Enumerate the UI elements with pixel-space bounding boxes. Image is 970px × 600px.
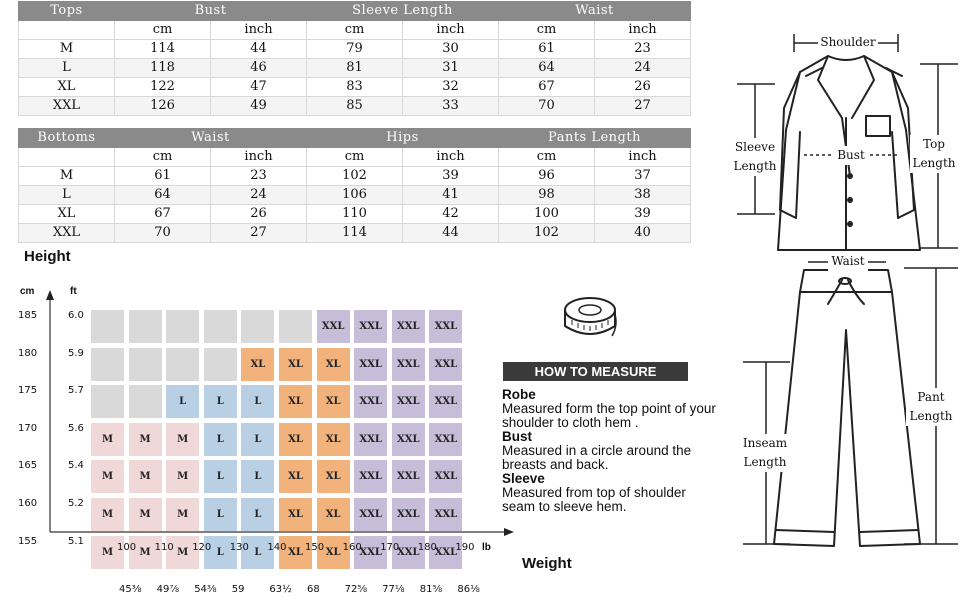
waist-label: Waist — [828, 252, 868, 271]
size-cell: M — [19, 167, 115, 186]
size-cell — [91, 348, 124, 381]
robe-desc: Measured form the top point of your shoulder to cloth hem . — [502, 401, 716, 430]
size-cell: L — [241, 498, 274, 531]
value-cell: 27 — [595, 97, 691, 116]
value-cell: 49 — [211, 97, 307, 116]
size-cell: M — [129, 460, 162, 493]
size-cell: XL — [317, 498, 350, 531]
height-ft-tick: 5.9 — [68, 347, 84, 359]
how-to-measure-text — [502, 388, 722, 514]
unit-cell: cm — [499, 21, 595, 40]
size-cell: XXL — [19, 224, 115, 243]
size-cell — [241, 310, 274, 343]
value-cell: 23 — [211, 167, 307, 186]
weight-lb-tick: 160 — [342, 542, 362, 553]
robe-term: Robe — [502, 387, 536, 402]
value-cell: 44 — [403, 224, 499, 243]
size-cell: L — [204, 423, 237, 456]
unit-cell: inch — [211, 148, 307, 167]
value-cell: 81 — [307, 59, 403, 78]
size-cell: XL — [279, 423, 312, 456]
size-cell: L — [241, 385, 274, 418]
height-cm-tick: 175 — [18, 385, 38, 397]
value-cell: 38 — [595, 186, 691, 205]
weight-lb-tick: 180 — [417, 542, 437, 553]
size-cell: XL — [317, 536, 350, 569]
size-cell: XXL — [317, 310, 350, 343]
weight-kg-tick: 59 — [231, 584, 245, 595]
size-cell — [129, 310, 162, 343]
size-cell: XXL — [392, 348, 425, 381]
size-cell: XXL — [354, 498, 387, 531]
value-cell: 33 — [403, 97, 499, 116]
height-axis-arrow — [46, 290, 54, 300]
unit-cell: inch — [211, 21, 307, 40]
cm-unit-label: cm — [20, 286, 35, 297]
size-cell: XXL — [392, 310, 425, 343]
unit-cell: cm — [307, 21, 403, 40]
value-cell: 96 — [499, 167, 595, 186]
size-cell: XL — [279, 348, 312, 381]
size-cell — [129, 385, 162, 418]
value-cell: 39 — [403, 167, 499, 186]
value-cell: 114 — [307, 224, 403, 243]
weight-lb-tick: 130 — [229, 542, 249, 553]
height-axis-title: Height — [24, 248, 71, 265]
size-cell: L — [241, 423, 274, 456]
tops-waist-header: Waist — [499, 2, 691, 21]
size-cell: XXL — [392, 460, 425, 493]
size-cell: XL — [279, 498, 312, 531]
value-cell: 31 — [403, 59, 499, 78]
size-cell: M — [166, 423, 199, 456]
size-cell: XXL — [392, 536, 425, 569]
value-cell: 122 — [115, 78, 211, 97]
weight-kg-tick: 77⅛ — [382, 584, 405, 595]
inseam-length-label: Inseam Length — [734, 434, 796, 472]
size-cell: XXL — [429, 423, 462, 456]
size-cell — [129, 348, 162, 381]
value-cell: 67 — [499, 78, 595, 97]
size-cell — [204, 310, 237, 343]
weight-kg-tick: 86⅛ — [457, 584, 480, 595]
value-cell: 106 — [307, 186, 403, 205]
unit-cell: cm — [499, 148, 595, 167]
size-cell: XXL — [354, 348, 387, 381]
value-cell: 26 — [595, 78, 691, 97]
size-cell — [91, 310, 124, 343]
size-cell: XL — [317, 348, 350, 381]
pajama-measure-diagram — [700, 0, 970, 600]
value-cell: 41 — [403, 186, 499, 205]
value-cell: 44 — [211, 40, 307, 59]
height-ft-tick: 5.1 — [68, 535, 84, 547]
size-cell — [166, 310, 199, 343]
value-cell: 64 — [499, 59, 595, 78]
value-cell: 42 — [403, 205, 499, 224]
sleeve-term: Sleeve — [502, 471, 545, 486]
value-cell: 70 — [115, 224, 211, 243]
height-cm-tick: 180 — [18, 347, 38, 359]
value-cell: 85 — [307, 97, 403, 116]
value-cell: 32 — [403, 78, 499, 97]
size-cell: XL — [279, 385, 312, 418]
size-cell: M — [166, 460, 199, 493]
size-cell — [91, 385, 124, 418]
size-cell: XL — [19, 78, 115, 97]
weight-kg-tick: 68 — [307, 584, 320, 595]
size-cell: M — [91, 423, 124, 456]
size-cell: XXL — [354, 536, 387, 569]
weight-lb-tick: 170 — [380, 542, 400, 553]
size-cell: M — [129, 536, 162, 569]
weight-lb-tick: 150 — [305, 542, 325, 553]
size-cell: XXL — [354, 310, 387, 343]
weight-kg-tick: 54⅜ — [194, 584, 217, 595]
value-cell: 61 — [115, 167, 211, 186]
pant-length-label: Pant Length — [906, 388, 956, 426]
weight-lb-tick: 100 — [117, 542, 137, 553]
unit-cell: cm — [115, 21, 211, 40]
weight-axis-title: Weight — [522, 555, 572, 572]
unit-cell: inch — [403, 21, 499, 40]
size-cell: L — [204, 536, 237, 569]
size-cell: L — [241, 536, 274, 569]
how-to-measure-banner: HOW TO MEASURE — [503, 362, 688, 381]
value-cell: 26 — [211, 205, 307, 224]
size-cell — [279, 310, 312, 343]
pants-outline-icon — [774, 270, 920, 546]
value-cell: 83 — [307, 78, 403, 97]
size-cell — [166, 348, 199, 381]
size-cell: XXL — [392, 423, 425, 456]
top-length-label: Top Length — [910, 135, 958, 173]
value-cell: 47 — [211, 78, 307, 97]
height-cm-tick: 160 — [18, 498, 38, 509]
value-cell: 24 — [211, 186, 307, 205]
weight-kg-tick: 49⅞ — [156, 584, 180, 595]
size-cell: M — [129, 423, 162, 456]
size-cell: L — [241, 460, 274, 493]
size-cell: M — [166, 498, 199, 531]
value-cell: 46 — [211, 59, 307, 78]
size-cell: M — [91, 498, 124, 531]
value-cell: 102 — [499, 224, 595, 243]
size-cell: XXL — [429, 385, 462, 418]
weight-kg-tick: 72⅝ — [344, 584, 368, 595]
size-cell: L — [19, 59, 115, 78]
size-cell: L — [204, 460, 237, 493]
value-cell: 110 — [307, 205, 403, 224]
value-cell: 102 — [307, 167, 403, 186]
tops-title: Tops — [19, 2, 115, 21]
value-cell: 40 — [595, 224, 691, 243]
size-cell: XXL — [354, 423, 387, 456]
bottoms-waist-header: Waist — [115, 129, 307, 148]
value-cell: 37 — [595, 167, 691, 186]
value-cell: 61 — [499, 40, 595, 59]
size-cell: XL — [279, 460, 312, 493]
bust-desc: Measured in a circle around the breasts and back. — [502, 443, 692, 472]
bottoms-pants-length-header: Pants Length — [499, 129, 691, 148]
size-cell: XXL — [392, 385, 425, 418]
tops-sleeve-header: Sleeve Length — [307, 2, 499, 21]
unit-cell: inch — [403, 148, 499, 167]
height-cm-tick: 165 — [18, 460, 38, 472]
weight-kg-tick: 81⅝ — [419, 584, 443, 595]
value-cell: 79 — [307, 40, 403, 59]
height-ft-tick: 5.6 — [68, 422, 84, 434]
size-cell: XXL — [354, 385, 387, 418]
size-cell: XL — [19, 205, 115, 224]
unit-cell: cm — [307, 148, 403, 167]
sleeve-length-label: Sleeve Length — [730, 138, 780, 176]
size-cell: M — [129, 498, 162, 531]
bottoms-hips-header: Hips — [307, 129, 499, 148]
size-cell: XL — [317, 423, 350, 456]
shoulder-label: Shoulder — [818, 33, 878, 52]
weight-lb-tick: 110 — [154, 542, 174, 553]
value-cell: 24 — [595, 59, 691, 78]
tops-bust-header: Bust — [115, 2, 307, 21]
unit-cell: inch — [595, 21, 691, 40]
size-cell: XL — [279, 536, 312, 569]
size-cell: XL — [241, 348, 274, 381]
weight-lb-tick: 120 — [192, 542, 212, 553]
size-cell: XL — [317, 385, 350, 418]
height-ft-tick: 6.0 — [68, 310, 84, 321]
size-cell: XXL — [429, 310, 462, 343]
value-cell: 39 — [595, 205, 691, 224]
lb-unit-label: lb — [482, 542, 491, 553]
height-cm-tick: 170 — [18, 422, 38, 434]
size-cell: M — [19, 40, 115, 59]
size-cell: L — [166, 385, 199, 418]
size-cell: L — [204, 498, 237, 531]
weight-lb-tick: 140 — [267, 542, 287, 553]
sleeve-desc: Measured from top of shoulder seam to sleeve hem. — [502, 485, 686, 514]
value-cell: 118 — [115, 59, 211, 78]
size-cell: XXL — [354, 460, 387, 493]
size-cell: XL — [317, 460, 350, 493]
value-cell: 27 — [211, 224, 307, 243]
value-cell: 67 — [115, 205, 211, 224]
size-cell: XXL — [429, 498, 462, 531]
value-cell: 126 — [115, 97, 211, 116]
size-cell: L — [19, 186, 115, 205]
bust-term: Bust — [502, 429, 532, 444]
size-cell — [204, 348, 237, 381]
size-cell: XXL — [429, 536, 462, 569]
weight-axis-arrow — [504, 528, 514, 536]
unit-cell: inch — [595, 148, 691, 167]
size-cell: M — [91, 460, 124, 493]
unit-cell: cm — [115, 148, 211, 167]
bust-label: Bust — [833, 146, 869, 165]
ft-unit-label: ft — [70, 286, 77, 297]
weight-lb-tick: 190 — [455, 542, 475, 553]
value-cell: 100 — [499, 205, 595, 224]
value-cell: 98 — [499, 186, 595, 205]
size-cell: L — [204, 385, 237, 418]
bottoms-title: Bottoms — [19, 129, 115, 148]
value-cell: 64 — [115, 186, 211, 205]
size-cell: M — [166, 536, 199, 569]
size-cell: XXL — [429, 460, 462, 493]
weight-kg-tick: 63½ — [269, 584, 292, 595]
height-cm-tick: 155 — [18, 535, 38, 547]
value-cell: 30 — [403, 40, 499, 59]
height-ft-tick: 5.7 — [68, 385, 84, 397]
size-cell: XXL — [19, 97, 115, 116]
size-cell: XXL — [392, 498, 425, 531]
size-cell: M — [91, 536, 124, 569]
height-ft-tick: 5.4 — [68, 460, 84, 472]
value-cell: 114 — [115, 40, 211, 59]
height-ft-tick: 5.2 — [68, 498, 84, 509]
tape-measure-icon — [560, 290, 620, 344]
weight-kg-tick: 45⅜ — [119, 584, 142, 595]
value-cell: 70 — [499, 97, 595, 116]
value-cell: 23 — [595, 40, 691, 59]
height-cm-tick: 185 — [18, 310, 38, 321]
size-cell: XXL — [429, 348, 462, 381]
